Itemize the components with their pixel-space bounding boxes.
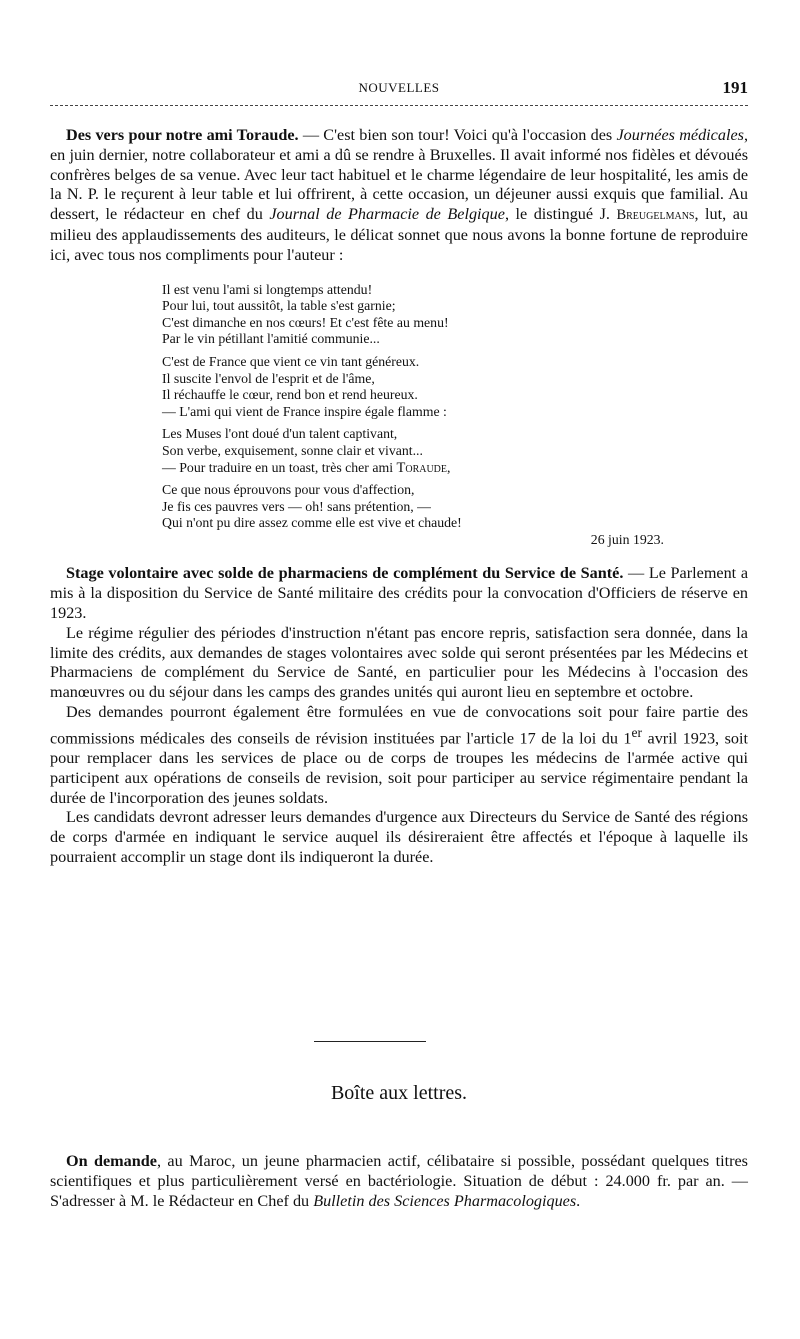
toraude-name: Toraude — [396, 459, 448, 476]
article-stage-p1 — [50, 564, 748, 623]
page-number: 191 — [722, 78, 748, 97]
article-stage — [50, 564, 748, 867]
poem-line: Il suscite l'envol de l'esprit et de l'âme, — [162, 370, 375, 386]
journal-title: Journal de Pharmacie de Belgique — [269, 205, 505, 224]
poem-line: Il réchauffe le cœur, rend bon et rend heureux. — [162, 387, 418, 403]
article-stage-p2: Le régime régulier des périodes d'instruction n'étant pas encore repris, satisfaction sera donnée, dans la limite des crédits, aux demandes de stages volontaires avec solde qui seront présentées par les Médecins et Pharmaciens de complément du Service de Santé, en particulier pour les Médecins à l'occasion des manœuvres ou du séjour dans les camps des grandes unités qui auront lieu en septembre et octobre. — [50, 623, 748, 702]
section-separator — [314, 1041, 426, 1042]
poem-line: Les Muses l'ont doué d'un talent captivant, — [162, 426, 398, 442]
stage-text-3a: Des demandes pourront également être formulées en vue de convocations soit pour faire partie des commissions médicales des conseils de révision instituées par l'article 17 de la loi du 1 — [50, 703, 748, 748]
bulletin-title: Bulletin des Sciences Pharmacologiques — [313, 1192, 577, 1210]
poem-line: Par le vin pétillant l'amitié communie... — [162, 331, 380, 347]
intro-text-4: , lut, au milieu des applaudissements des auditeurs, le délicat sonnet que nous avons la bonne fortune de reproduire ici, avec tous nos compliments pour l'auteur : — [50, 205, 748, 264]
poem-line: Il est venu l'ami si longtemps attendu! — [162, 281, 373, 297]
ordinal-sup: er — [631, 724, 643, 740]
classified-ad-text — [50, 1151, 748, 1211]
ad-end: . — [576, 1192, 581, 1210]
mailbox-title: Boîte aux lettres. — [330, 1082, 468, 1104]
intro-text-1: — C'est bien son tour! Voici qu'à l'occasion des — [298, 126, 617, 144]
stanza-4 — [162, 482, 664, 548]
poem-line-part: — Pour traduire en un toast, très cher ami — [162, 459, 397, 475]
journees-medicales: Journées médicales — [616, 126, 744, 144]
ad-text: , au Maroc, un jeune pharmacien actif, célibataire si possible, possédant quelques titres scientifiques et plus particulièrement versé en bactériologie. Situation de début : 24.000 fr. par an. — S'adresser à M. le Rédacteur en Chef du — [50, 1152, 748, 1210]
poem-line: Je fis ces pauvres vers — oh! sans prétention, — — [162, 498, 431, 514]
poem-line: C'est de France que vient ce vin tant généreux. — [162, 353, 420, 369]
poem-line — [162, 460, 642, 477]
article-toraude-title: Des vers pour notre ami Toraude. — [66, 126, 299, 144]
stage-text-1: — Le Parlement a mis à la disposition du Service de Santé militaire des crédits pour la convocation d'Officiers de réserve en 1923. — [50, 564, 749, 623]
main-content — [50, 126, 748, 868]
stanza-3 — [162, 426, 642, 476]
poem-line-part: , — [447, 459, 451, 475]
page-header — [50, 78, 748, 100]
ad-lead: On demande — [66, 1152, 157, 1170]
article-stage-p3 — [50, 703, 748, 808]
poem-line: Ce que nous éprouvons pour vous d'affection, — [162, 482, 415, 498]
poem-line: C'est dimanche en nos cœurs! Et c'est fête au menu! — [162, 314, 449, 330]
header-rule — [50, 105, 748, 106]
intro-text-3: , le distingué J. — [504, 205, 617, 224]
article-toraude-intro — [50, 126, 748, 266]
poem-date: 26 juin 1923. — [590, 531, 664, 547]
poem-line: Qui n'ont pu dire assez comme elle est vive et chaude! — [162, 515, 462, 531]
intro-text-2: , en juin dernier, notre collaborateur et ami a dû se rendre à Bruxelles. Il avait informé nos fidèles et dévoués confrères belges de sa venue. Avec leur tact habituel et le charme légendaire de leur hospitalité, les amis de la N. P. le reçurent à leur table et lui offrirent, à cette occasion, un déjeuner aussi exquis que familial. Au dessert, le rédacteur en chef du — [50, 126, 748, 224]
poem-line: Pour lui, tout aussitôt, la table s'est garnie; — [162, 298, 396, 314]
poem-line: — L'ami qui vient de France inspire égale flamme : — [162, 403, 447, 419]
stage-text-3b: avril 1923, soit pour remplacer dans les services de place ou de corps de troupes les médecins de l'armée active qui participent aux opérations de conseils de revision, soit pour participer au service régimentaire pendant la durée de l'incorporation des jeunes soldats. — [50, 729, 748, 807]
author-name: Breugelmans — [616, 207, 695, 224]
poem-line: Son verbe, exquisement, sonne clair et vivant... — [162, 442, 423, 458]
classified-ad — [50, 1151, 748, 1211]
running-title: NOUVELLES — [358, 80, 440, 95]
article-stage-title: Stage volontaire avec solde de pharmaciens de complément du Service de Santé. — [66, 564, 624, 583]
stanza-2 — [162, 354, 642, 420]
sonnet — [162, 281, 664, 549]
stanza-1 — [162, 282, 642, 348]
article-stage-p4: Les candidats devront adresser leurs demandes d'urgence aux Directeurs du Service de Santé des régions de corps d'armée en indiquant le service auquel ils désireraient être affectés et l'époque à laquelle ils pourraient accomplir un stage dont ils indiqueront la durée. — [50, 808, 748, 867]
